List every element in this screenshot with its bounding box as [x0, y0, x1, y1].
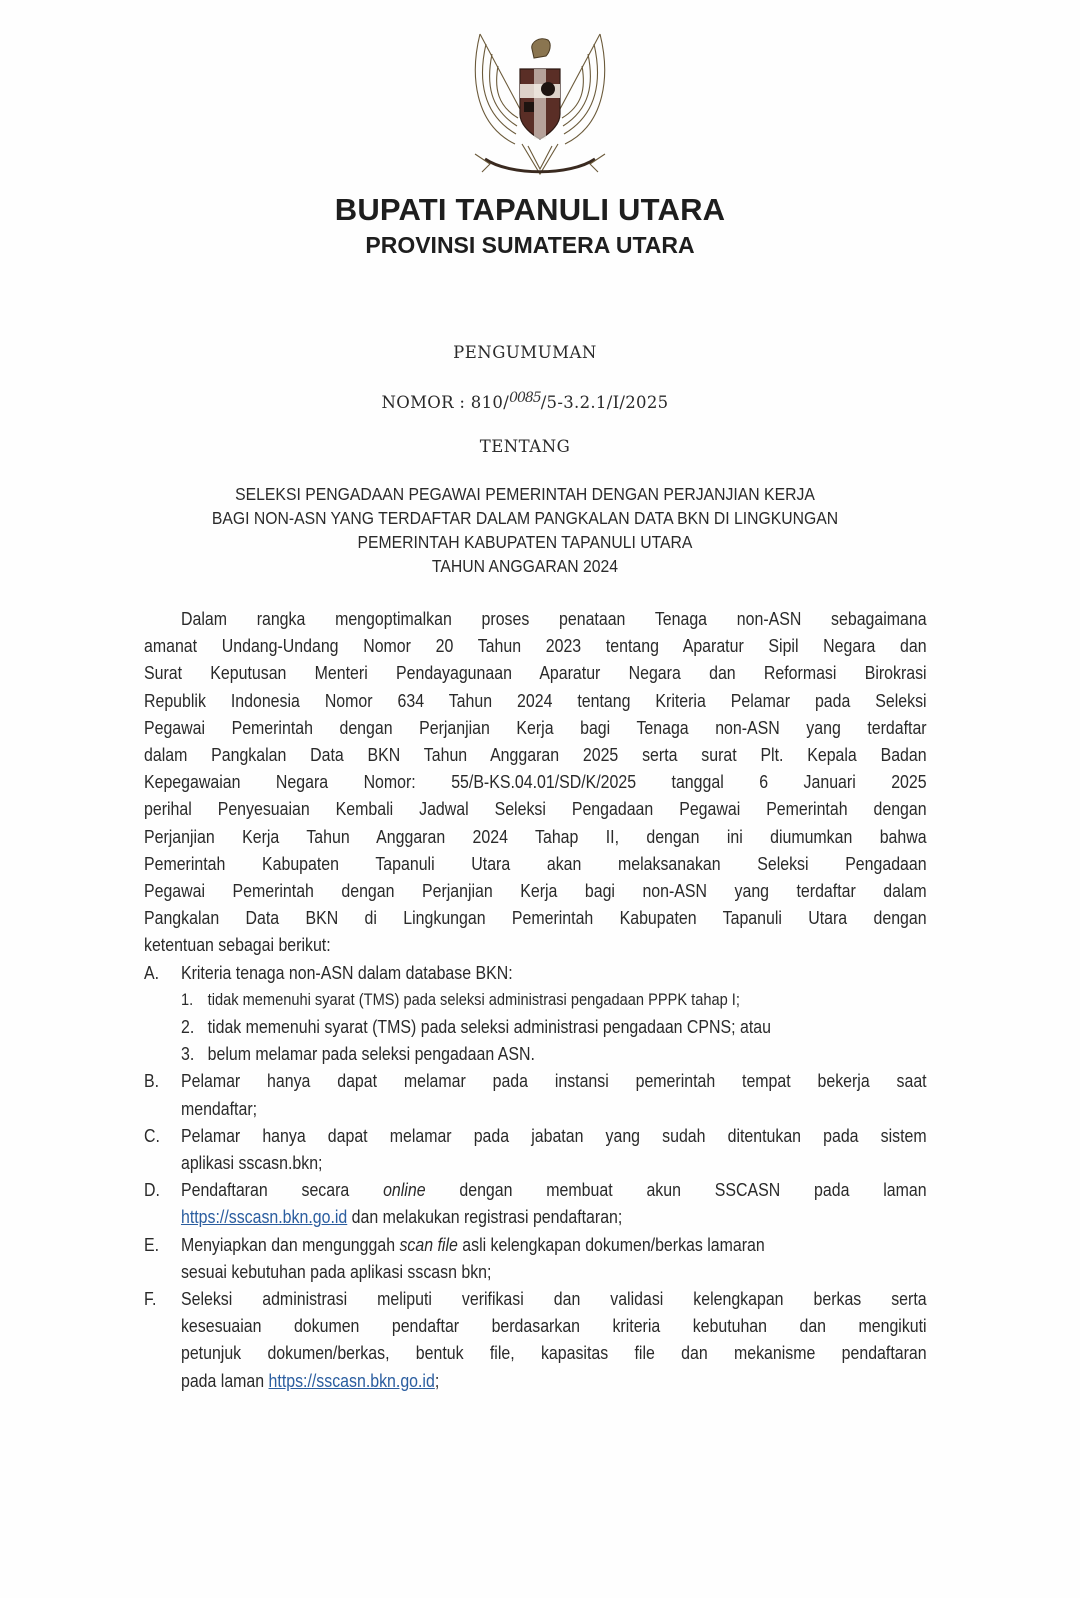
- italic-term: online: [383, 1179, 426, 1201]
- sub-item-text: belum melamar pada seleksi pengadaan ASN.: [207, 1043, 535, 1065]
- subject-line: BAGI NON-ASN YANG TERDAFTAR DALAM PANGKALAN DATA BKN DI LINGKUNGAN: [211, 508, 839, 528]
- sub-item-number: 3.: [180, 1043, 195, 1065]
- subject-line: SELEKSI PENGADAAN PEGAWAI PEMERINTAH DENGAN PERJANJIAN KERJA: [235, 484, 815, 504]
- list-item-text: aplikasi sscasn.bkn;: [180, 1152, 323, 1174]
- list-item-text: sesuai kebutuhan pada aplikasi sscasn bkn;: [180, 1260, 492, 1282]
- subject-line: PEMERINTAH KABUPATEN TAPANULI UTARA: [357, 532, 693, 552]
- intro-line: dalam Pangkalan Data BKN Tahun Anggaran 2025 serta surat Plt. Kepala Badan: [144, 744, 927, 766]
- text-segment: ;: [434, 1369, 440, 1391]
- nomor-handwritten: 0085: [509, 390, 541, 406]
- list-item-text: [181, 1203, 927, 1230]
- list-label: B.: [144, 1070, 160, 1092]
- list-item-text: kesesuaian dokumen pendaftar berdasarkan kriteria kebutuhan dan mengikuti: [180, 1315, 927, 1337]
- intro-line: Pegawai Pemerintah dengan Perjanjian Kerja bagi non-ASN yang terdaftar dalam: [144, 880, 927, 902]
- intro-line: Republik Indonesia Nomor 634 Tahun 2024 tentang Kriteria Pelamar pada Seleksi: [144, 689, 927, 711]
- garuda-emblem-icon: [460, 14, 620, 189]
- sub-item-number: 1.: [180, 989, 194, 1009]
- list-item-c: [144, 1122, 927, 1176]
- list-item-text: Pelamar hanya dapat melamar pada jabatan yang sudah ditentukan pada sistem: [180, 1124, 927, 1146]
- subject-line: TAHUN ANGGARAN 2024: [431, 556, 619, 576]
- sub-item: [144, 1013, 927, 1040]
- intro-line: ketentuan sebagai berikut:: [144, 934, 331, 956]
- text-segment: dengan membuat akun SSCASN pada laman: [425, 1179, 927, 1201]
- sub-item-text: tidak memenuhi syarat (TMS) pada seleksi administrasi pengadaan PPPK tahap I;: [207, 989, 740, 1009]
- header-subtitle: PROVINSI SUMATERA UTARA: [365, 232, 695, 258]
- list-label: E.: [144, 1233, 160, 1255]
- sub-item-number: 2.: [180, 1016, 195, 1038]
- text-segment: pada laman: [180, 1369, 269, 1391]
- tentang-label: TENTANG: [479, 437, 571, 456]
- list-item-text: Kriteria tenaga non-ASN dalam database BKN:: [180, 961, 513, 983]
- intro-line: Pegawai Pemerintah dengan Perjanjian Kerja bagi Tenaga non-ASN yang terdaftar: [144, 716, 927, 738]
- intro-line: perihal Penyesuaian Kembali Jadwal Seleksi Pengadaan Pegawai Pemerintah dengan: [144, 798, 927, 820]
- intro-line: Pangkalan Data BKN di Lingkungan Pemerintah Kabupaten Tapanuli Utara dengan: [144, 907, 927, 929]
- list-item-a: [144, 959, 927, 986]
- text-segment: Pendaftaran secara: [180, 1179, 384, 1201]
- announcement-number: [0, 390, 1050, 412]
- text-segment: asli kelengkapan dokumen/berkas lamaran: [457, 1233, 765, 1255]
- list-label: F.: [144, 1288, 157, 1310]
- intro-line: Surat Keputusan Menteri Pendayagunaan Aparatur Negara dan Reformasi Birokrasi: [144, 662, 927, 684]
- list-label: C.: [144, 1124, 160, 1146]
- list-item-f: [144, 1285, 927, 1394]
- intro-line: amanat Undang-Undang Nomor 20 Tahun 2023 tentang Aparatur Sipil Negara dan: [144, 635, 927, 657]
- sub-item: [144, 986, 927, 1013]
- document-body: [144, 605, 927, 1394]
- list-item-b: [144, 1067, 927, 1121]
- list-item-text: petunjuk dokumen/berkas, bentuk file, kapasitas file dan mekanisme pendaftaran: [180, 1342, 927, 1364]
- intro-line: Kepegawaian Negara Nomor: 55/B-KS.04.01/SD/K/2025 tanggal 6 Januari 2025: [144, 771, 927, 793]
- announcement-label: PENGUMUMAN: [453, 343, 597, 362]
- text-segment: Menyiapkan dan mengunggah: [180, 1233, 400, 1255]
- header-title: BUPATI TAPANULI UTARA: [334, 192, 726, 227]
- nomor-suffix: /5-3.2.1/I/2025: [540, 393, 669, 412]
- text-segment: dan melakukan registrasi pendaftaran;: [347, 1206, 623, 1228]
- list-item-text: [181, 1176, 927, 1203]
- list-item-e: [144, 1231, 927, 1285]
- sub-item: [144, 1040, 927, 1067]
- nomor-prefix: NOMOR : 810/: [381, 393, 510, 412]
- list-item-text: Pelamar hanya dapat melamar pada instansi pemerintah tempat bekerja saat: [180, 1070, 927, 1092]
- list-item-d: [144, 1176, 927, 1230]
- intro-line: Dalam rangka mengoptimalkan proses penataan Tenaga non-ASN sebagaimana: [180, 608, 927, 629]
- list-item-text: [181, 1367, 927, 1394]
- list-label: D.: [144, 1179, 160, 1201]
- list-label: A.: [144, 961, 160, 983]
- list-item-text: mendaftar;: [180, 1097, 258, 1119]
- sub-item-text: tidak memenuhi syarat (TMS) pada seleksi administrasi pengadaan CPNS; atau: [207, 1016, 771, 1038]
- sscasn-link[interactable]: https://sscasn.bkn.go.id: [268, 1369, 435, 1391]
- italic-term: scan file: [399, 1233, 458, 1255]
- list-item-text: [181, 1231, 927, 1258]
- intro-line: Perjanjian Kerja Tahun Anggaran 2024 Tahap II, dengan ini diumumkan bahwa: [144, 825, 927, 847]
- intro-paragraph: [144, 605, 927, 959]
- sscasn-link[interactable]: https://sscasn.bkn.go.id: [180, 1206, 348, 1228]
- body-condensed: [144, 605, 927, 1394]
- announcement-subject: [143, 482, 908, 578]
- intro-line: Pemerintah Kabupaten Tapanuli Utara akan melaksanakan Seleksi Pengadaan: [144, 852, 927, 874]
- list-item-text: Seleksi administrasi meliputi verifikasi dan validasi kelengkapan berkas serta: [180, 1288, 927, 1310]
